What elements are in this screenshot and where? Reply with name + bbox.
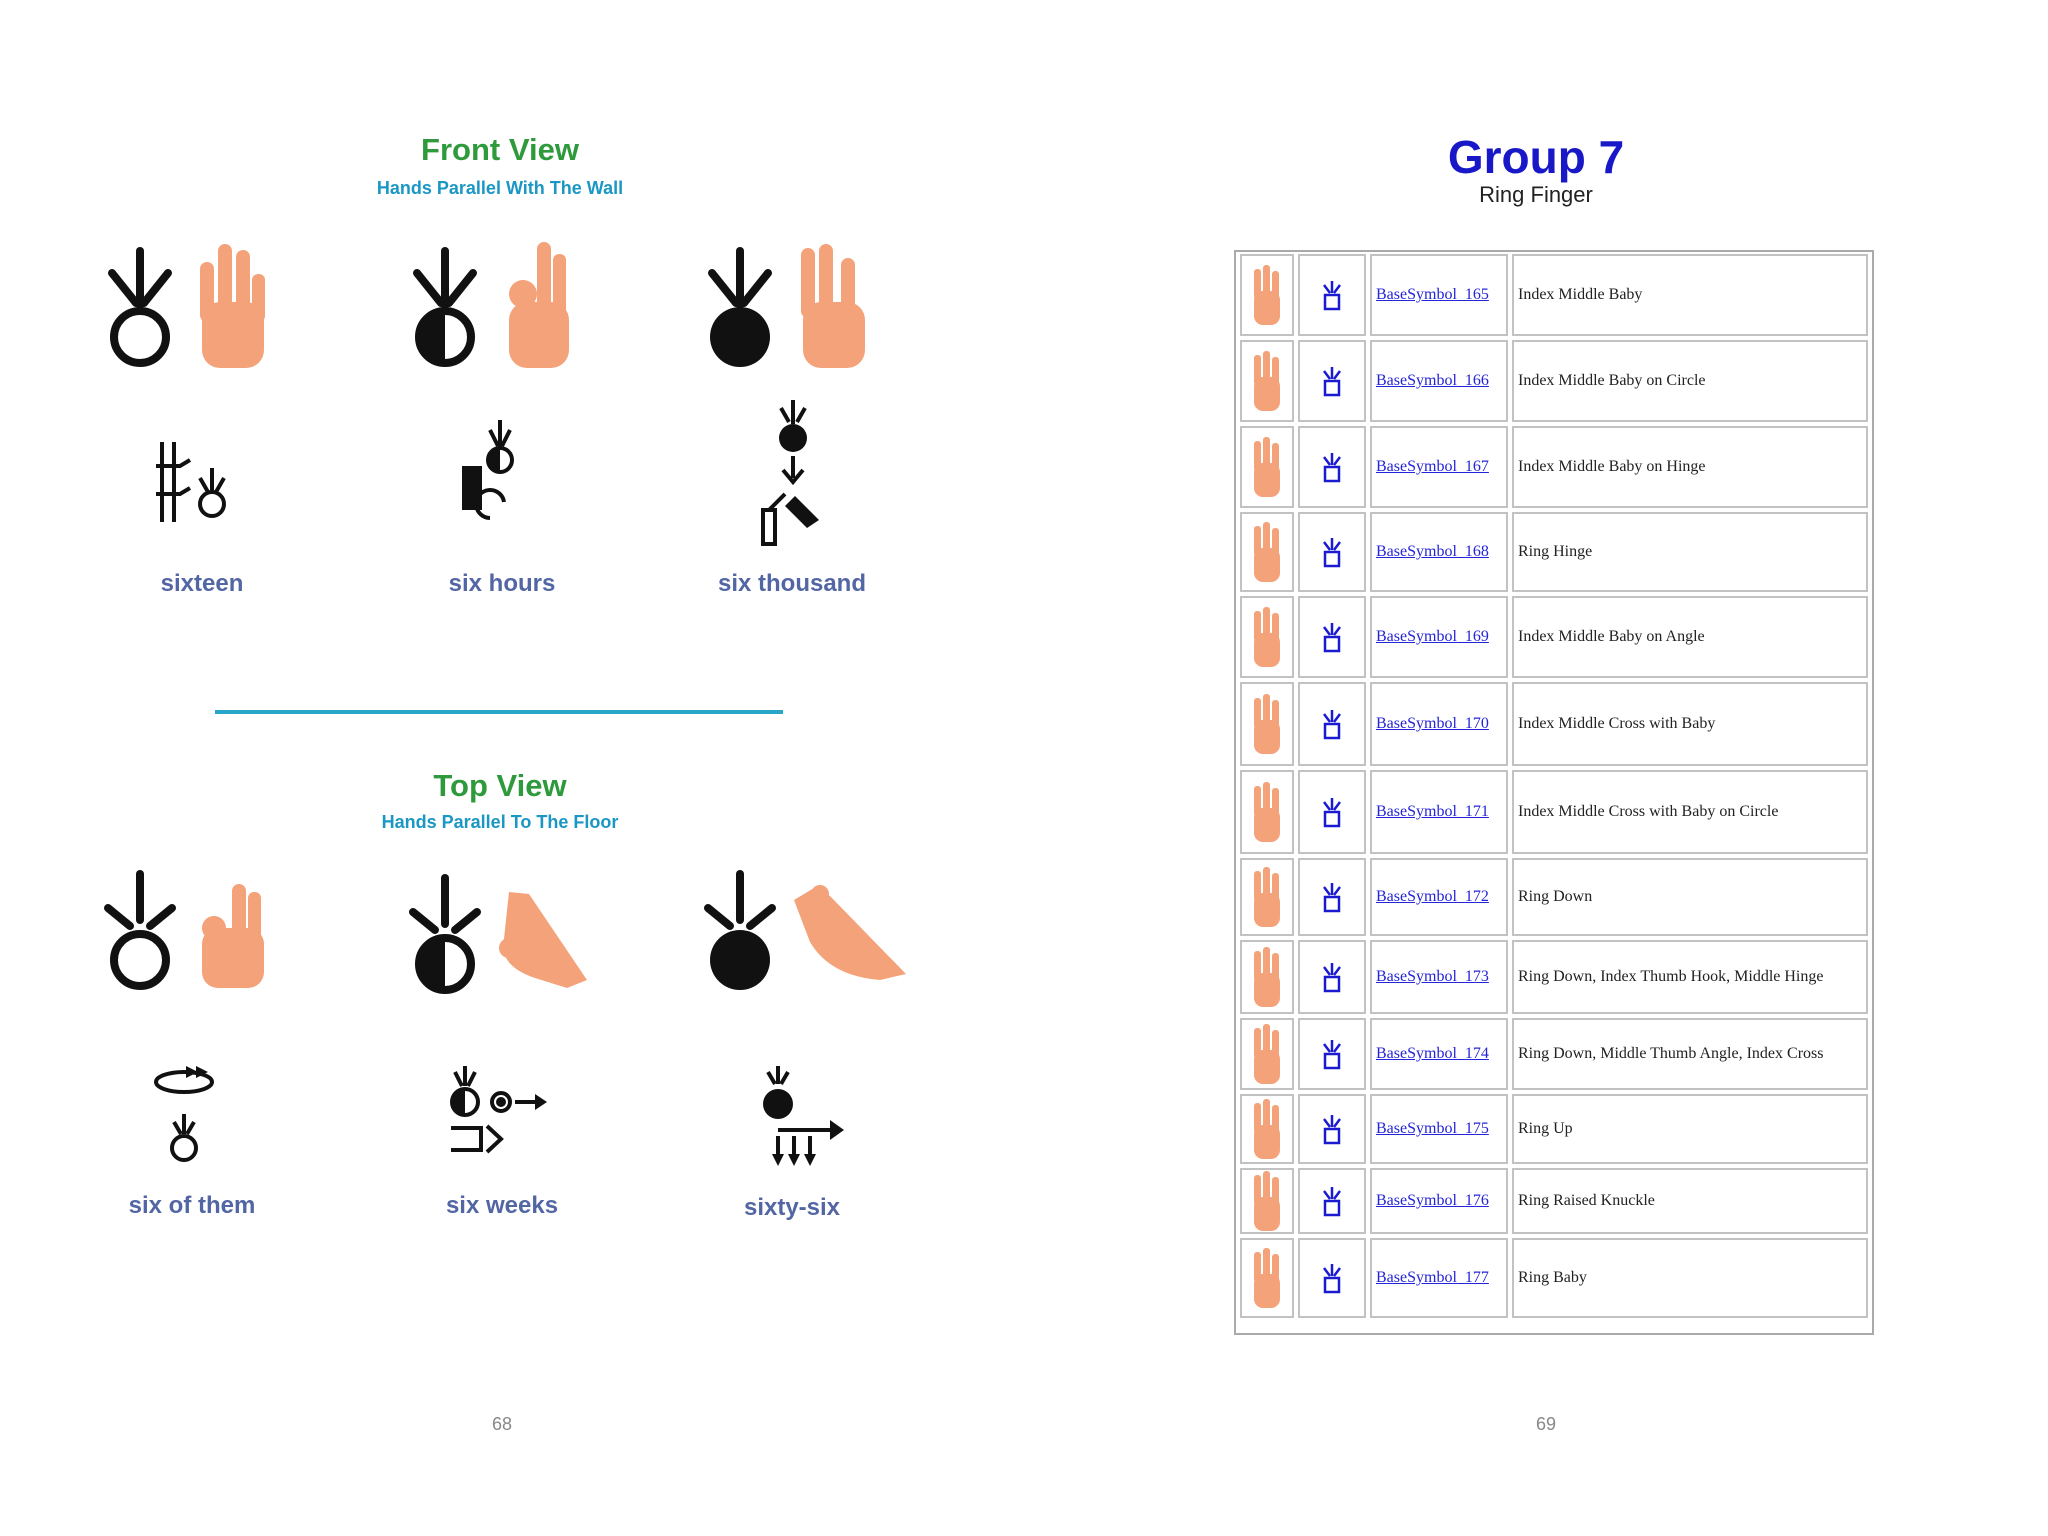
- front-view-subtitle: Hands Parallel With The Wall: [376, 178, 624, 198]
- base-symbol-glyph-cell: [1298, 596, 1366, 678]
- six-of-them-sign-icon: [150, 1062, 220, 1162]
- base-symbol-description: Ring Down: [1518, 888, 1593, 905]
- hand-thumbnail-cell: [1240, 1018, 1294, 1090]
- base-symbol-description-cell: [1512, 426, 1868, 508]
- hand-thumbnail-icon: [1250, 1022, 1284, 1086]
- caption-six-thousand: six thousand: [717, 570, 867, 597]
- hand-thumbnail-cell: [1240, 596, 1294, 678]
- table-row: [1236, 252, 1872, 338]
- hand-thumbnail-cell: [1240, 254, 1294, 336]
- open-circle-handshape-icon: [100, 868, 180, 993]
- half-circle-handshape-icon: [405, 872, 485, 997]
- hand-thumbnail-cell: [1240, 1094, 1294, 1164]
- base-symbol-link-cell: [1370, 858, 1508, 936]
- base-symbol-glyph-cell: [1298, 858, 1366, 936]
- hand-thumbnail-cell: [1240, 340, 1294, 422]
- base-symbol-description-cell: [1512, 512, 1868, 592]
- base-symbol-glyph-icon: [1318, 451, 1346, 483]
- hand-photo-icon: [795, 242, 875, 370]
- base-symbol-glyph-cell: [1298, 254, 1366, 336]
- filled-circle-handshape-icon: [700, 868, 780, 993]
- page-number: 68: [491, 1414, 513, 1434]
- hand-photo-icon: [192, 240, 272, 370]
- base-symbol-link-cell: [1370, 1094, 1508, 1164]
- base-symbol-glyph-icon: [1318, 1262, 1346, 1294]
- table-row: [1236, 1092, 1872, 1166]
- caption-sixteen: sixteen: [160, 570, 244, 597]
- table-row: [1236, 768, 1872, 856]
- base-symbol-description-cell: [1512, 858, 1868, 936]
- base-symbol-glyph-cell: [1298, 512, 1366, 592]
- hand-thumbnail-icon: [1250, 1246, 1284, 1310]
- hand-thumbnail-icon: [1250, 349, 1284, 413]
- base-symbol-link[interactable]: BaseSymbol_176: [1376, 1192, 1489, 1209]
- base-symbol-description-cell: [1512, 1018, 1868, 1090]
- base-symbol-glyph-icon: [1318, 1038, 1346, 1070]
- table-row: [1236, 338, 1872, 424]
- hand-thumbnail-icon: [1250, 1097, 1284, 1161]
- base-symbol-description-cell: [1512, 770, 1868, 854]
- base-symbol-description: Index Middle Cross with Baby on Circle: [1518, 803, 1779, 820]
- base-symbol-link-cell: [1370, 512, 1508, 592]
- base-symbol-description: Index Middle Baby: [1518, 286, 1643, 303]
- page-number: 69: [1535, 1414, 1557, 1434]
- table-row: [1236, 938, 1872, 1016]
- table-row: [1236, 1236, 1872, 1320]
- front-view-title: Front View: [421, 132, 579, 167]
- table-row: [1236, 680, 1872, 768]
- base-symbol-link[interactable]: BaseSymbol_173: [1376, 968, 1489, 985]
- hand-thumbnail-icon: [1250, 263, 1284, 327]
- top-view-title: Top View: [433, 768, 567, 803]
- base-symbol-link-cell: [1370, 1018, 1508, 1090]
- base-symbol-glyph-icon: [1318, 708, 1346, 740]
- base-symbol-link-cell: [1370, 1238, 1508, 1318]
- base-symbol-description-cell: [1512, 254, 1868, 336]
- base-symbol-glyph-cell: [1298, 770, 1366, 854]
- base-symbol-description-cell: [1512, 940, 1868, 1014]
- hand-thumbnail-cell: [1240, 858, 1294, 936]
- base-symbol-glyph-icon: [1318, 1113, 1346, 1145]
- base-symbol-link[interactable]: BaseSymbol_169: [1376, 628, 1489, 645]
- hand-thumbnail-icon: [1250, 605, 1284, 669]
- base-symbol-glyph-cell: [1298, 1094, 1366, 1164]
- base-symbol-description-cell: [1512, 682, 1868, 766]
- hand-thumbnail-cell: [1240, 940, 1294, 1014]
- base-symbol-glyph-cell: [1298, 426, 1366, 508]
- base-symbol-link-cell: [1370, 340, 1508, 422]
- base-symbol-description-cell: [1512, 596, 1868, 678]
- hand-thumbnail-icon: [1250, 520, 1284, 584]
- base-symbol-table: [1234, 250, 1874, 1335]
- base-symbol-glyph-icon: [1318, 1185, 1346, 1217]
- base-symbol-link[interactable]: BaseSymbol_165: [1376, 286, 1489, 303]
- right-page: [1024, 0, 2048, 1536]
- hand-thumbnail-icon: [1250, 435, 1284, 499]
- base-symbol-description-cell: [1512, 1168, 1868, 1234]
- base-symbol-link[interactable]: BaseSymbol_177: [1376, 1269, 1489, 1286]
- hand-thumbnail-cell: [1240, 1238, 1294, 1318]
- hand-thumbnail-cell: [1240, 1168, 1294, 1234]
- base-symbol-description: Index Middle Baby on Hinge: [1518, 458, 1706, 475]
- base-symbol-glyph-icon: [1318, 881, 1346, 913]
- hand-thumbnail-icon: [1250, 865, 1284, 929]
- caption-six-weeks: six weeks: [445, 1192, 559, 1219]
- base-symbol-description: Ring Up: [1518, 1120, 1573, 1137]
- base-symbol-description: Index Middle Baby on Angle: [1518, 628, 1705, 645]
- base-symbol-link-cell: [1370, 940, 1508, 1014]
- hand-photo-icon: [192, 880, 272, 990]
- base-symbol-description-cell: [1512, 1094, 1868, 1164]
- sixteen-sign-icon: [150, 438, 235, 526]
- sixty-six-sign-icon: [758, 1062, 848, 1170]
- hand-thumbnail-icon: [1250, 1169, 1284, 1233]
- base-symbol-link[interactable]: BaseSymbol_170: [1376, 715, 1489, 732]
- hand-photo-icon: [495, 888, 595, 992]
- base-symbol-link-cell: [1370, 426, 1508, 508]
- base-symbol-glyph-cell: [1298, 1238, 1366, 1318]
- section-divider: [215, 710, 783, 714]
- base-symbol-link[interactable]: BaseSymbol_167: [1376, 458, 1489, 475]
- base-symbol-glyph-cell: [1298, 1018, 1366, 1090]
- base-symbol-glyph-cell: [1298, 682, 1366, 766]
- table-row: [1236, 1166, 1872, 1236]
- hand-thumbnail-icon: [1250, 945, 1284, 1009]
- base-symbol-link[interactable]: BaseSymbol_172: [1376, 888, 1489, 905]
- group-subtitle: Ring Finger: [1479, 182, 1593, 207]
- base-symbol-glyph-icon: [1318, 365, 1346, 397]
- table-row: [1236, 856, 1872, 938]
- base-symbol-description-cell: [1512, 1238, 1868, 1318]
- base-symbol-link[interactable]: BaseSymbol_174: [1376, 1045, 1489, 1062]
- base-symbol-description: Index Middle Cross with Baby: [1518, 715, 1716, 732]
- base-symbol-link[interactable]: BaseSymbol_166: [1376, 372, 1489, 389]
- table-row: [1236, 594, 1872, 680]
- six-hours-sign-icon: [460, 418, 525, 533]
- base-symbol-link-cell: [1370, 596, 1508, 678]
- hand-thumbnail-icon: [1250, 780, 1284, 844]
- base-symbol-glyph-cell: [1298, 940, 1366, 1014]
- base-symbol-glyph-cell: [1298, 1168, 1366, 1234]
- group-title: Group 7: [1447, 131, 1625, 183]
- half-circle-handshape-icon: [405, 245, 485, 370]
- base-symbol-glyph-icon: [1318, 796, 1346, 828]
- base-symbol-glyph-icon: [1318, 536, 1346, 568]
- six-weeks-sign-icon: [445, 1062, 550, 1157]
- hand-photo-icon: [497, 238, 577, 370]
- base-symbol-link-cell: [1370, 254, 1508, 336]
- hand-thumbnail-cell: [1240, 512, 1294, 592]
- base-symbol-description: Ring Hinge: [1518, 543, 1593, 560]
- base-symbol-description: Ring Down, Index Thumb Hook, Middle Hinge: [1518, 968, 1824, 985]
- base-symbol-link-cell: [1370, 770, 1508, 854]
- filled-circle-handshape-icon: [700, 245, 780, 370]
- table-row: [1236, 424, 1872, 510]
- hand-thumbnail-cell: [1240, 426, 1294, 508]
- base-symbol-description: Ring Down, Middle Thumb Angle, Index Cross: [1518, 1045, 1824, 1062]
- base-symbol-description: Ring Baby: [1518, 1269, 1587, 1286]
- table-row: [1236, 510, 1872, 594]
- base-symbol-link-cell: [1370, 1168, 1508, 1234]
- base-symbol-link[interactable]: BaseSymbol_175: [1376, 1120, 1489, 1137]
- base-symbol-description: Ring Raised Knuckle: [1518, 1192, 1655, 1209]
- table-row: [1236, 1016, 1872, 1092]
- hand-photo-icon: [790, 882, 910, 982]
- six-thousand-sign-icon: [755, 398, 827, 548]
- base-symbol-link[interactable]: BaseSymbol_168: [1376, 543, 1489, 560]
- base-symbol-glyph-icon: [1318, 621, 1346, 653]
- base-symbol-glyph-icon: [1318, 279, 1346, 311]
- base-symbol-link[interactable]: BaseSymbol_171: [1376, 803, 1489, 820]
- hand-thumbnail-cell: [1240, 682, 1294, 766]
- caption-six-hours: six hours: [448, 570, 556, 597]
- hand-thumbnail-icon: [1250, 692, 1284, 756]
- hand-thumbnail-cell: [1240, 770, 1294, 854]
- caption-sixty-six: sixty-six: [743, 1194, 841, 1221]
- base-symbol-description-cell: [1512, 340, 1868, 422]
- base-symbol-description: Index Middle Baby on Circle: [1518, 372, 1706, 389]
- caption-six-of-them: six of them: [128, 1192, 256, 1219]
- base-symbol-link-cell: [1370, 682, 1508, 766]
- open-circle-handshape-icon: [100, 245, 180, 370]
- top-view-subtitle: Hands Parallel To The Floor: [381, 812, 619, 832]
- base-symbol-glyph-icon: [1318, 961, 1346, 993]
- base-symbol-glyph-cell: [1298, 340, 1366, 422]
